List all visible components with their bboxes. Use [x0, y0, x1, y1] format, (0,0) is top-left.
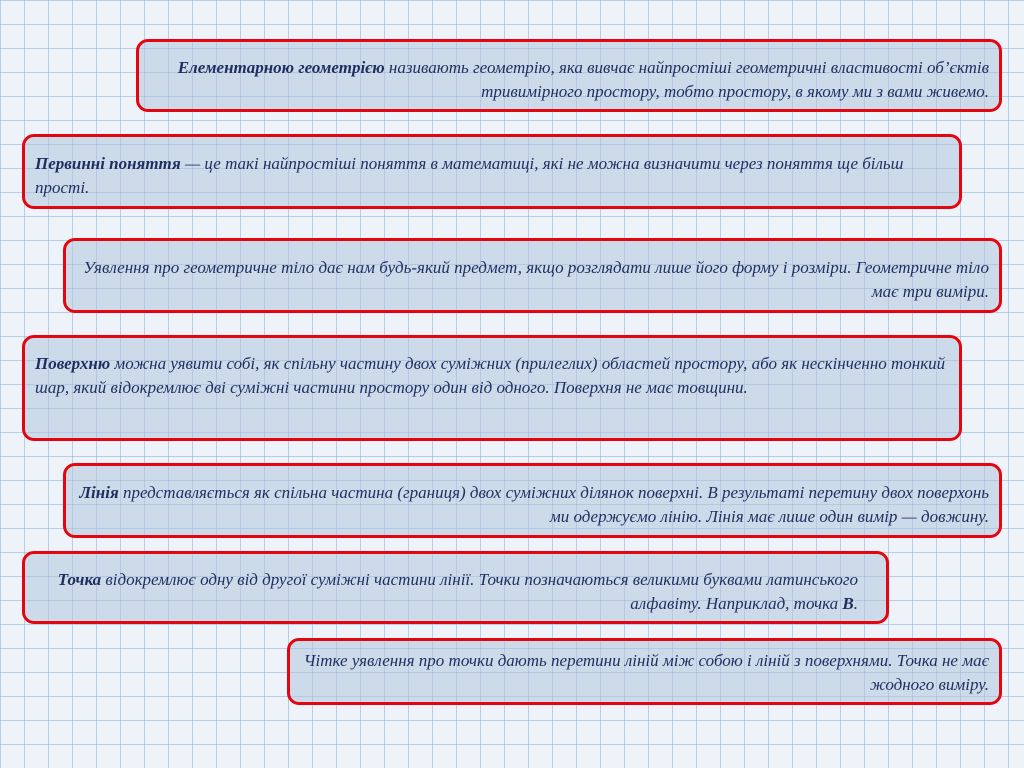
definition-point	[22, 551, 889, 624]
term-line: Лінія	[79, 483, 119, 502]
text-primary-concepts: — це такі найпростіші поняття в математиці, які не можна визначити через поняття ще більш прості.	[35, 154, 904, 197]
term-surface: Поверхню	[35, 354, 111, 373]
text-geometric-body: Уявлення про геометричне тіло дає нам будь-який предмет, якщо розглядати лише його форму і розміри. Геометричне тіло має три виміри.	[83, 258, 989, 301]
term-elementary-geometry: Елементарною геометрією	[177, 58, 385, 77]
definition-primary-concepts	[22, 134, 962, 209]
point-letter: В	[842, 594, 854, 613]
term-point: Точка	[57, 570, 102, 589]
text-line: представляється як спільна частина (границя) двох суміжних ділянок поверхні. В результаті перетину двох поверхонь ми одержуємо лінію. Лінія має лише один вимір — довжину.	[118, 483, 989, 526]
note-point-idea	[287, 638, 1002, 705]
definition-line	[63, 463, 1002, 538]
text-elementary-geometry: називають геометрію, яка вивчає найпростіші геометричні властивості об’єктів тривимірного простору, тобто простору, в якому ми з вами живемо.	[384, 58, 989, 101]
text-surface: можна уявити собі, як спільну частину двох суміжних (прилеглих) областей простору, або як нескінченно тонкий шар, який відокремлює дві суміжні частини простору один від одного. Поверхня не має товщини.	[35, 354, 946, 397]
text-point-idea: Чітке уявлення про точки дають перетини ліній між собою і ліній з поверхнями. Точка не має жодного виміру.	[303, 651, 989, 694]
text-point-end: .	[853, 594, 858, 613]
note-geometric-body	[63, 238, 1002, 313]
term-primary-concepts: Первинні поняття	[35, 154, 181, 173]
definition-elementary-geometry	[136, 39, 1002, 112]
text-point: відокремлює одну від другої суміжні частини лінії. Точки позначаються великими буквами латинського алфавіту. Наприклад, точка	[101, 570, 858, 613]
definition-surface	[22, 335, 962, 441]
